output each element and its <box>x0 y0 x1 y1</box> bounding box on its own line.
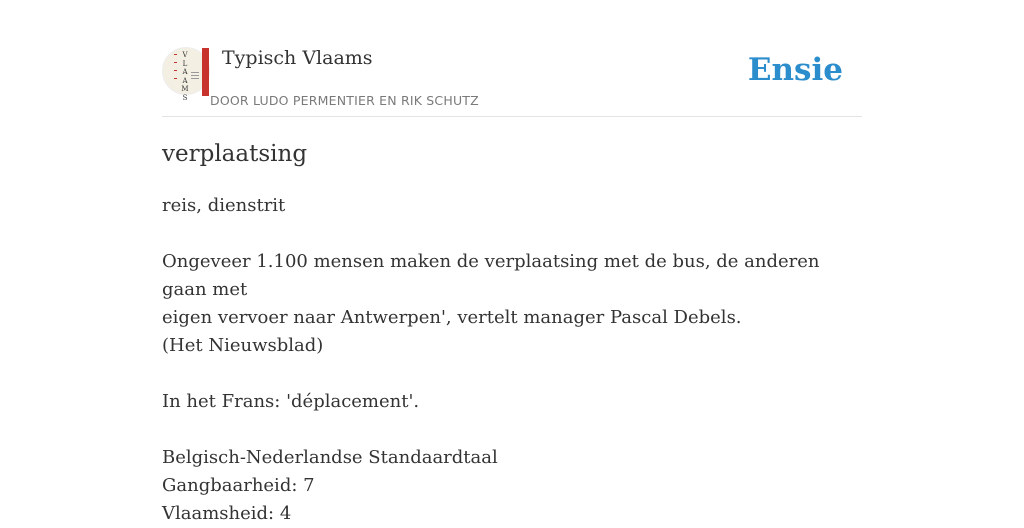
cover-letter: S <box>182 93 188 102</box>
cover-decoration <box>191 75 199 76</box>
cover-decoration <box>174 70 177 71</box>
cover-letters <box>180 51 190 102</box>
entry-french: In het Frans: 'déplacement'. <box>162 391 420 412</box>
spacer <box>162 220 862 248</box>
header <box>162 0 862 117</box>
cover-decoration <box>174 78 177 79</box>
cover-letter: A <box>182 68 188 76</box>
cover-decoration <box>174 62 177 63</box>
entry-content <box>162 192 862 528</box>
book-cover-avatar[interactable] <box>162 47 210 102</box>
cover-letter: L <box>182 59 188 68</box>
cover-letter: M <box>181 85 189 93</box>
cover-decoration <box>191 72 199 73</box>
entry-synonyms: reis, dienstrit <box>162 195 286 216</box>
entry-example-line: eigen vervoer naar Antwerpen', vertelt manager Pascal Debels. <box>162 307 742 328</box>
book-title-link[interactable]: Typisch Vlaams <box>222 47 373 69</box>
entry-source: (Het Nieuwsblad) <box>162 335 324 356</box>
cover-letter: V <box>182 51 188 59</box>
spacer <box>162 416 862 444</box>
ensie-logo-link[interactable]: Ensie <box>747 52 843 88</box>
cover-letter: A <box>182 76 188 85</box>
book-authors: DOOR LUDO PERMENTIER EN RIK SCHUTZ <box>210 93 479 108</box>
cover-decoration <box>174 54 177 55</box>
page <box>162 0 862 524</box>
entry-vlaamsheid: Vlaamsheid: 4 <box>162 503 292 524</box>
entry-language-variety: Belgisch-Nederlandse Standaardtaal <box>162 447 498 468</box>
entry-gangbaarheid: Gangbaarheid: 7 <box>162 475 315 496</box>
entry-example-line: Ongeveer 1.100 mensen maken de verplaatsing met de bus, de anderen gaan met <box>162 251 820 300</box>
entry-term: verplaatsing <box>162 141 308 167</box>
cover-red-edge <box>202 48 209 96</box>
cover-decoration <box>191 78 199 79</box>
spacer <box>162 360 862 388</box>
